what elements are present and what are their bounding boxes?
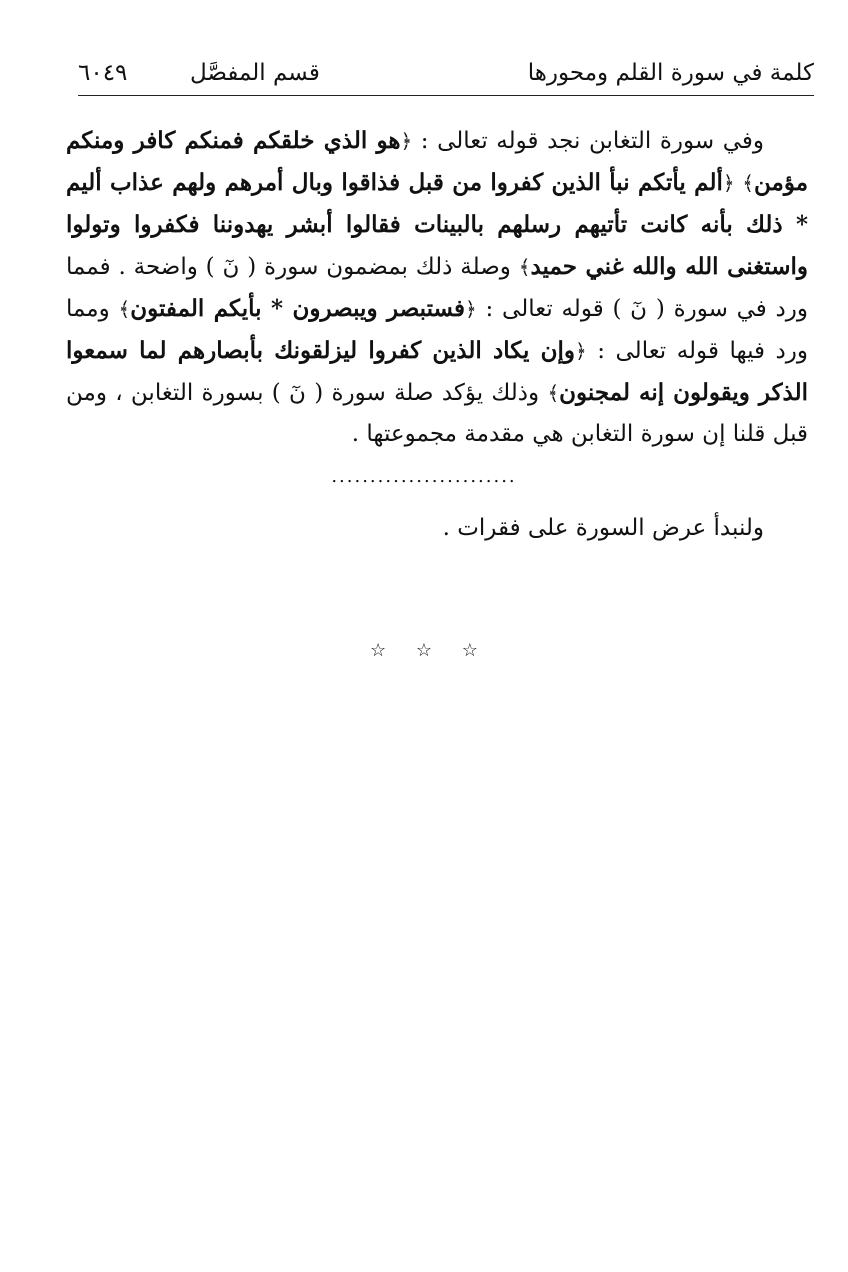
closing-paragraph [66,508,808,549]
header-rule [78,95,814,96]
quran-bracket-close: ﴾ [547,381,560,405]
page-number: ٦٠٤٩ [78,60,128,86]
section-title: قسم المفصَّل [190,60,320,86]
quran-bracket-open: ﴿ [574,339,587,363]
quran-bracket-open: ﴿ [400,129,413,153]
quran-bracket-open: ﴿ [465,297,477,321]
text-run: وفي سورة التغابن نجد قوله تعالى : [420,128,764,154]
closing-text: ولنبدأ عرض السورة على فقرات . [442,515,764,541]
dotted-separator: ........................ [331,466,517,487]
quran-verse: هو الذي خلقكم فمنكم كافر ومنكم مؤمن [66,127,809,196]
text-run: وصلة ذلك بمضمون سورة ( نٓ ) واضحة . فمما ورد في سورة ( نٓ ) قوله تعالى : [66,254,809,322]
text-run: وذلك يؤكد صلة سورة ( نٓ ) بسورة التغابن ، ومن قبل قلنا إن سورة التغابن هي مقدمة مجموعتها . [66,380,808,447]
quran-bracket-close: ﴾ [118,297,131,321]
quran-bracket-close: ﴾ [742,171,754,195]
star-icon: ☆ [415,640,433,661]
star-ornament [0,640,848,661]
quran-verse: ألم يأتكم نبأ الذين كفروا من قبل فذاقوا وبال أمرهم ولهم عذاب أليم * ذلك بأنه كانت تأتيهم رسلهم بالبينات فقالوا أبشر يهدوننا فكفروا وتولوا واستغنى الله والله غني حميد [66,169,809,280]
main-paragraph [66,120,808,455]
text-run: ومما ورد فيها قوله تعالى : [66,296,808,364]
quran-verse: فستبصر ويبصرون * بأيكم المفتون [130,295,466,322]
running-header [78,52,814,92]
quran-verse: وإن يكاد الذين كفروا ليزلقونك بأبصارهم لما سمعوا الذكر ويقولون إنه لمجنون [66,337,808,406]
quran-bracket-close: ﴾ [518,255,531,279]
quran-bracket-open: ﴿ [722,171,735,195]
paragraph-text [66,120,808,455]
star-icon: ☆ [461,640,478,661]
chapter-title: كلمة في سورة القلم ومحورها [527,60,814,86]
star-icon: ☆ [370,640,387,661]
